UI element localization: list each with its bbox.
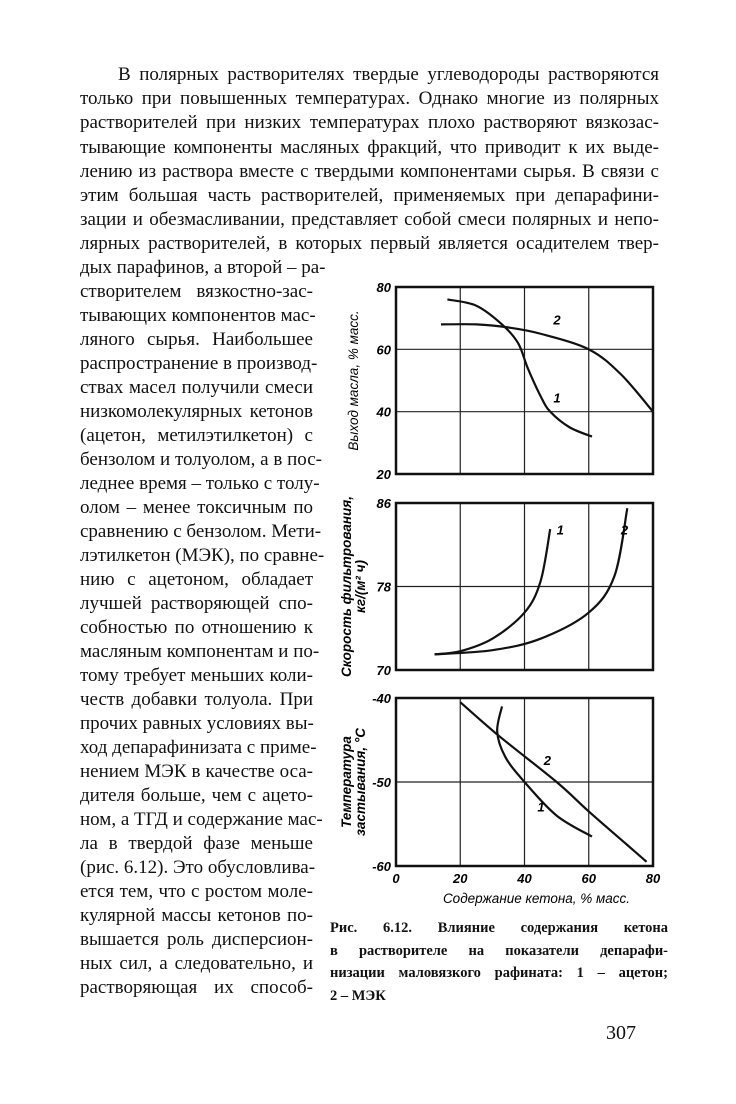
text-line: растворяющая их способ- xyxy=(80,977,313,998)
text-line: только при повышенных температурах. Однако многие из полярных xyxy=(80,88,659,110)
text-line: створителем вязкостно-зас- xyxy=(80,281,313,302)
y-tick-label: -60 xyxy=(372,859,391,874)
text-line: ствах масел получили смеси xyxy=(80,377,313,398)
text-line: ется тем, что с ростом моле- xyxy=(80,881,313,902)
y-axis-label: застывания, °С xyxy=(353,728,368,836)
text-line: лярных растворителей, в которых первый является осадителем твер- xyxy=(80,233,659,255)
text-line: кулярной массы кетонов по- xyxy=(80,905,313,926)
text-line: ном, а ТГД и содержание мас- xyxy=(80,809,323,830)
caption-line: низации маловязкого рафината: 1 – ацетон; xyxy=(330,965,668,981)
text-line: лению из раствора вместе с твердыми компонентами сырья. В связи с xyxy=(80,160,659,182)
text-line: тому требует меньших коли- xyxy=(80,665,313,686)
series-line-2 xyxy=(441,324,653,411)
text-line: масляным компонентам и по- xyxy=(80,641,320,662)
x-tick-label: 80 xyxy=(645,871,661,886)
y-tick-label: 86 xyxy=(376,496,391,511)
y-axis-label: кг/(м² ч) xyxy=(353,560,368,613)
text-line: низкомолекулярных кетонов xyxy=(80,401,313,422)
text-line: сравнению с бензолом. Мети- xyxy=(80,521,322,542)
y-tick-label: 70 xyxy=(376,663,391,678)
y-tick-label: -50 xyxy=(372,775,391,790)
x-tick-label: 60 xyxy=(581,871,596,886)
text-line: растворителей при низких температурах плохо растворяют вязкозас- xyxy=(80,112,659,134)
series-line-1 xyxy=(447,299,592,436)
y-tick-label: 20 xyxy=(376,467,391,482)
text-line: ход депарафинизата с приме- xyxy=(80,737,317,758)
text-line: собностью по отношению к xyxy=(80,617,313,638)
text-line: лучшей растворяющей спо- xyxy=(80,593,313,614)
series-label: 1 xyxy=(537,799,545,815)
caption-line: 2 – МЭК xyxy=(330,987,386,1004)
text-line: дителя больше, чем с ацето- xyxy=(80,785,313,806)
text-line: тывающих компонентов мас- xyxy=(80,305,316,326)
text-line: леднее время – только с толу- xyxy=(80,473,320,494)
x-tick-label: 20 xyxy=(453,871,468,886)
series-line-2 xyxy=(435,508,628,654)
caption-line: в растворителе на показатели депарафи- xyxy=(330,942,668,959)
series-line-1 xyxy=(435,529,551,654)
text-line: (рис. 6.12). Это обусловлива- xyxy=(80,857,316,878)
text-line: бензолом и толуолом, а в пос- xyxy=(80,449,322,470)
text-line: ных сил, а следовательно, и xyxy=(80,953,313,974)
text-line: тывающие компоненты масляных фракций, что приводит к их выде- xyxy=(80,136,659,158)
x-tick-label: 40 xyxy=(517,871,532,886)
series-label: 2 xyxy=(543,753,552,769)
x-axis-label: Содержание кетона, % масс. xyxy=(442,891,631,906)
text-line: честв добавки толуола. При xyxy=(80,689,313,710)
text-line: В полярных растворителях твердые углеводороды растворяются xyxy=(118,64,659,85)
y-tick-label: 40 xyxy=(376,404,391,420)
y-axis-label: Температура xyxy=(339,736,354,828)
series-label: 1 xyxy=(553,390,561,406)
y-axis-label: Скорость фильтрования, xyxy=(339,496,354,677)
text-line: олом – менее токсичным по xyxy=(80,497,313,518)
text-line: распространение в производ- xyxy=(80,353,318,374)
x-tick-label: 0 xyxy=(392,871,400,886)
text-line: ляного сырья. Наибольшее xyxy=(80,329,313,350)
series-label: 2 xyxy=(553,312,561,328)
series-label: 1 xyxy=(556,522,564,538)
y-tick-label: 78 xyxy=(376,579,391,595)
text-line: вышается роль дисперсион- xyxy=(80,929,313,950)
page-number: 307 xyxy=(606,1022,636,1044)
series-label: 2 xyxy=(620,522,629,538)
text-line: ла в твердой фазе меньше xyxy=(80,833,313,854)
text-line: этим большая часть растворителей, применяемых при депарафини- xyxy=(80,185,659,206)
text-line: (ацетон, метилэтилкетон) с xyxy=(80,425,313,446)
text-line: нением МЭК в качестве оса- xyxy=(80,761,313,782)
text-line: нию с ацетоном, обладает xyxy=(80,569,313,590)
text-line: зации и обезмасливании, представляет собой смеси полярных и непо- xyxy=(80,209,659,231)
y-tick-label: 80 xyxy=(376,280,391,295)
y-axis-label: Выход масла, % масс. xyxy=(346,310,361,451)
text-line: лэтилкетон (МЭК), по сравне- xyxy=(80,545,325,566)
text-line: прочих равных условиях вы- xyxy=(80,713,314,734)
caption-line: Рис. 6.12. Влияние содержания кетона xyxy=(330,920,668,936)
y-tick-label: 60 xyxy=(376,342,391,358)
y-tick-label: -40 xyxy=(372,691,391,706)
text-line: дых парафинов, а второй – ра- xyxy=(80,257,326,278)
